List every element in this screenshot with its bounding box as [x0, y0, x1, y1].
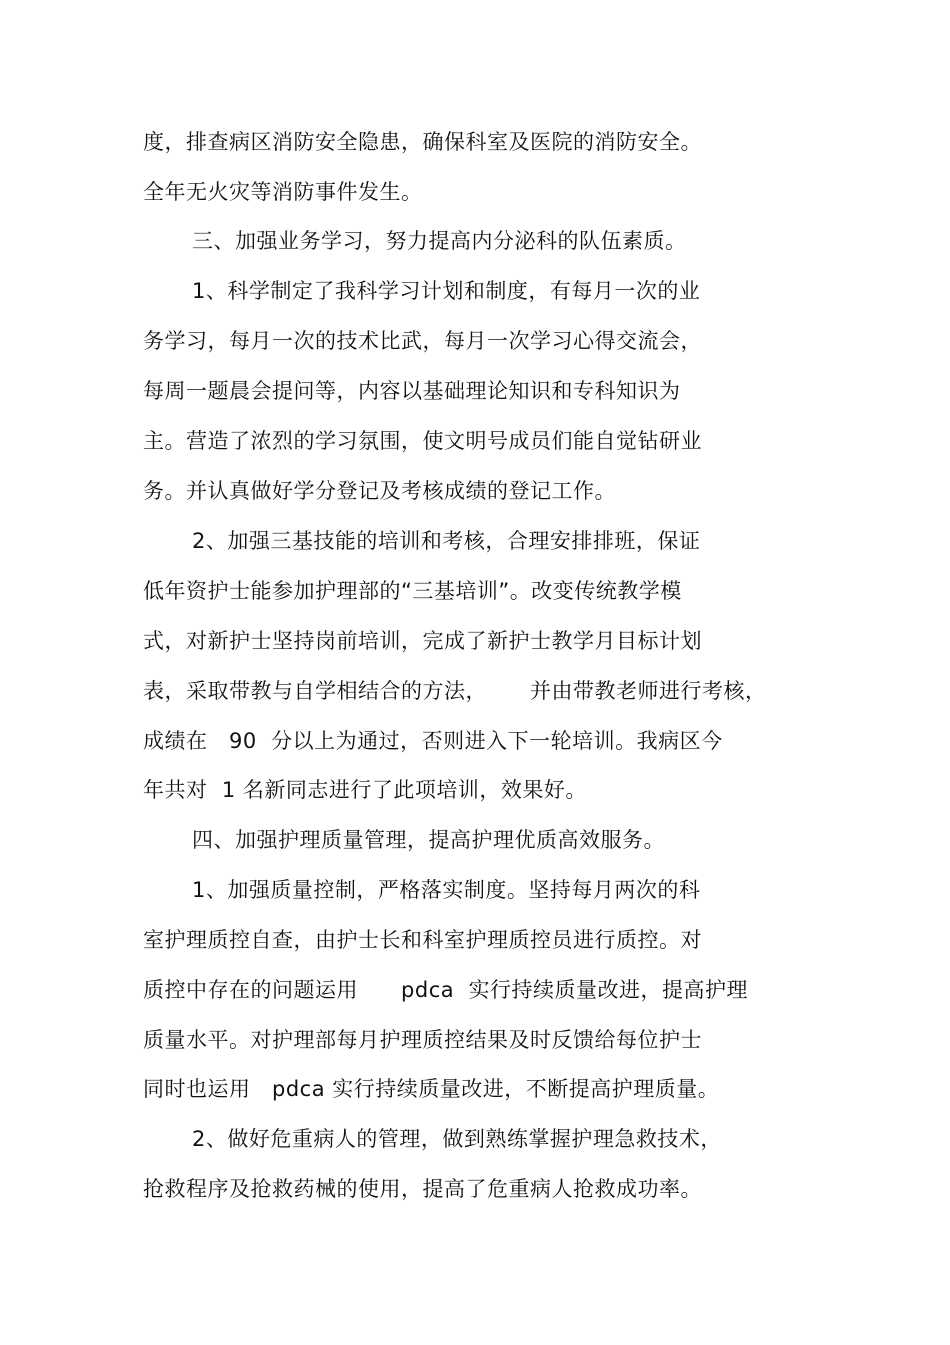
text-line: 务学习，每月一次的技术比武，每月一次学习心得交流会， — [143, 329, 702, 353]
paragraph-start: 2、做好危重病人的管理，做到熟练掌握护理急救技术， — [192, 1127, 722, 1151]
text-line: 质量水平。对护理部每月护理质控结果及时反馈给每位护士 — [143, 1028, 702, 1052]
text-line: 全年无火灾等消防事件发生。 — [143, 180, 423, 204]
text-line: 式，对新护士坚持岗前培训，完成了新护士教学月目标计划 — [143, 629, 702, 653]
text-line: 低年资护士能参加护理部的“三基培训”。改变传统教学模 — [143, 579, 682, 603]
paragraph-start: 1、加强质量控制，严格落实制度。坚持每月两次的科 — [192, 878, 701, 902]
text-line: 表，采取带教与自学相结合的方法， 并由带教老师进行考核， — [143, 679, 767, 703]
text-line: 务。并认真做好学分登记及考核成绩的登记工作。 — [143, 479, 616, 503]
text-line: 室护理质控自查，由护士长和科室护理质控员进行质控。对 — [143, 928, 702, 952]
paragraph-start: 2、加强三基技能的培训和考核，合理安排排班，保证 — [192, 529, 701, 553]
text-line: 成绩在 90 分以上为通过，否则进入下一轮培训。我病区今 — [143, 729, 723, 753]
text-line: 抢救程序及抢救药械的使用，提高了危重病人抢救成功率。 — [143, 1177, 702, 1201]
text-line: 度，排查病区消防安全隐患，确保科室及医院的消防安全。 — [143, 130, 702, 154]
text-line: 年共对 1 名新同志进行了此项培训，效果好。 — [143, 778, 587, 802]
paragraph-start: 1、科学制定了我科学习计划和制度，有每月一次的业 — [192, 279, 701, 303]
section-heading: 三、加强业务学习，努力提高内分泌科的队伍素质。 — [192, 229, 687, 253]
text-line: 质控中存在的问题运用 pdca 实行持续质量改进，提高护理 — [143, 978, 748, 1002]
text-line: 同时也运用 pdca 实行持续质量改进，不断提高护理质量。 — [143, 1077, 720, 1101]
text-line: 每周一题晨会提问等，内容以基础理论知识和专科知识为 — [143, 379, 681, 403]
text-line: 主。营造了浓烈的学习氛围，使文明号成员们能自觉钻研业 — [143, 429, 702, 453]
section-heading: 四、加强护理质量管理，提高护理优质高效服务。 — [192, 828, 665, 852]
